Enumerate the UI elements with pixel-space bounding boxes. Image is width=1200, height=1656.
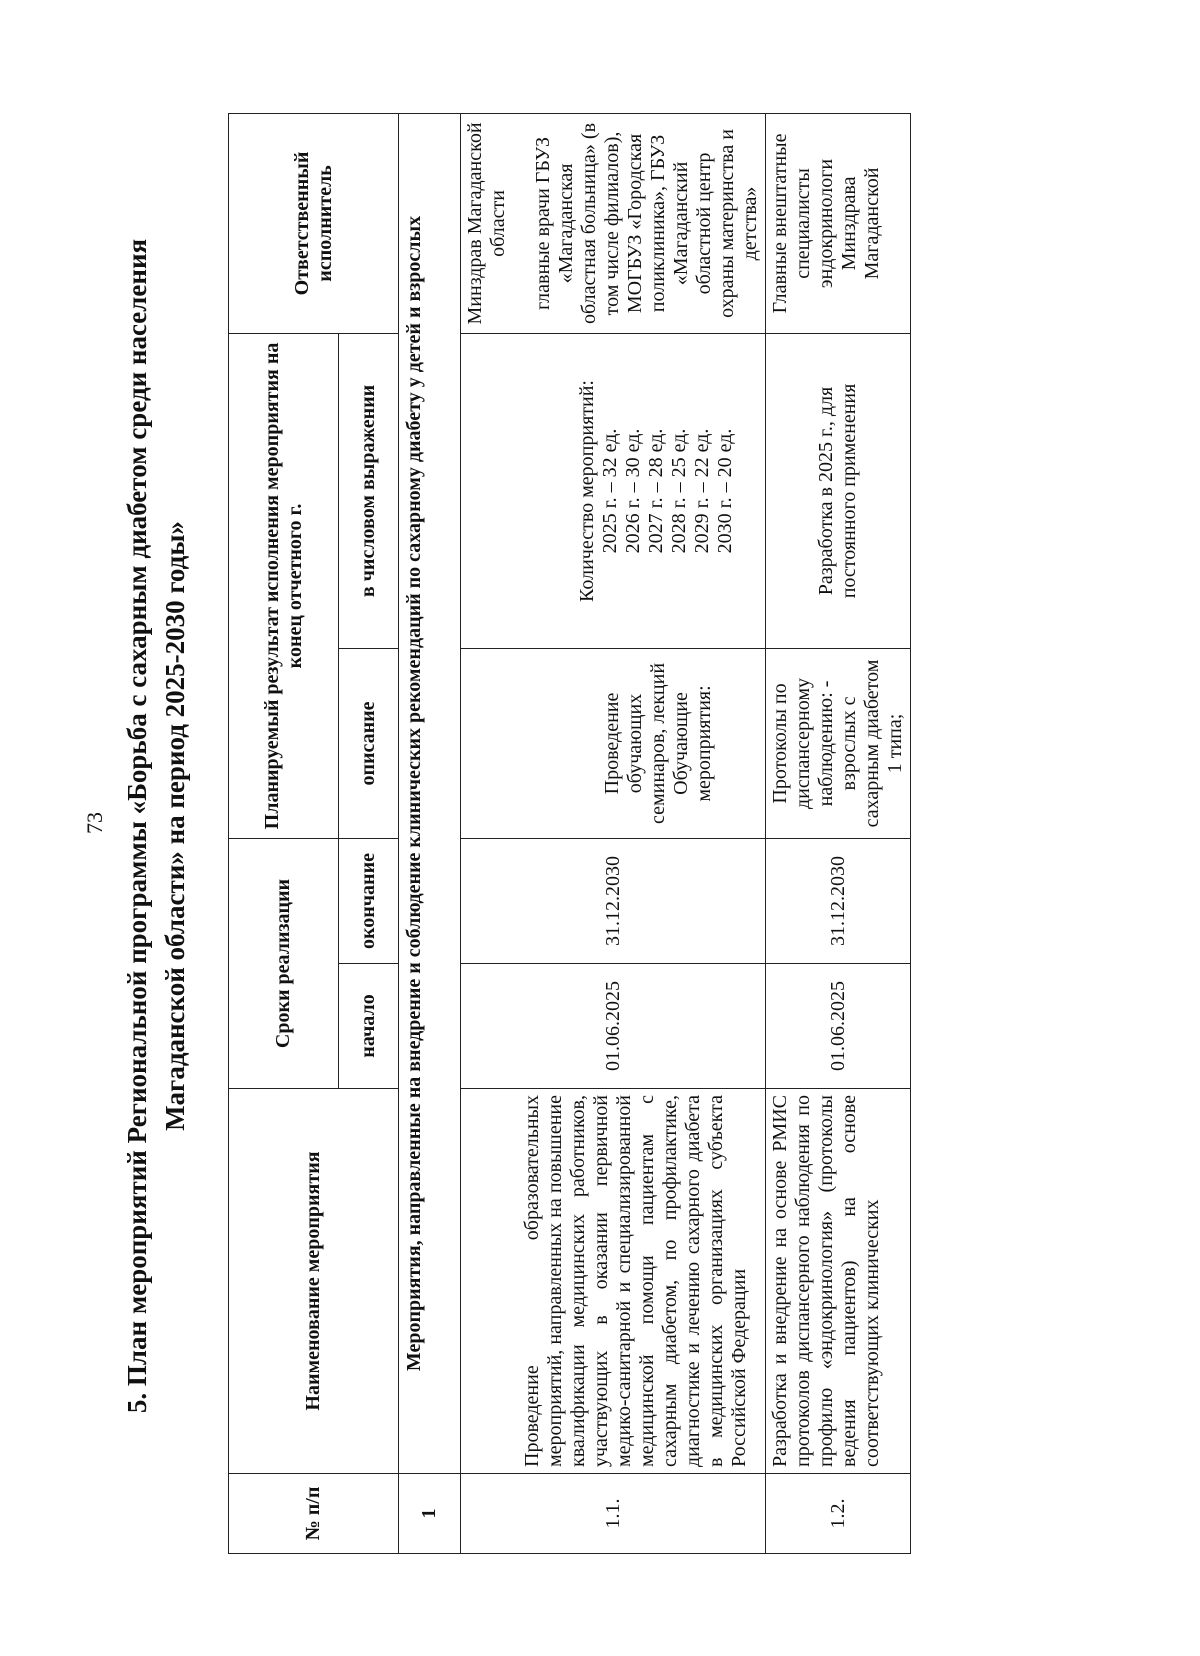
section-row [399, 113, 461, 1553]
header-row-1 [229, 113, 339, 1553]
row-num: 1.2. [766, 1474, 911, 1554]
numeric-line: Количество мероприятий: [576, 380, 598, 602]
table-row [766, 113, 911, 1553]
title-line-1: 5. План мероприятий Региональной программы «Борьба с сахарным диабетом среди населения [122, 238, 152, 1414]
row-start: 01.06.2025 [766, 964, 911, 1089]
page-number: 73 [82, 812, 107, 834]
header-num: № п/п [229, 1474, 399, 1554]
numeric-line: 2030 г. – 20 ед. [714, 428, 736, 554]
row-responsible [461, 113, 766, 333]
row-description: Протоколы по диспансерному наблюдению: - взрослых с сахарным диабетом 1 типа; [766, 648, 911, 838]
header-start: начало [339, 964, 399, 1089]
header-name: Наименование мероприятия [229, 1089, 399, 1474]
table-row [461, 113, 766, 1553]
responsible-line: главные врачи ГБУЗ «Магаданская областная больница» (в том числе филиалов), МОГБУЗ «Городская поликлиника», ГБУЗ «Магаданский областной центр охраны материнства и детства» [532, 122, 761, 324]
header-end: окончание [339, 838, 399, 963]
numeric-line: 2025 г. – 32 ед. [599, 428, 621, 554]
header-terms: Сроки реализации [229, 838, 339, 1088]
row-end: 31.12.2030 [766, 838, 911, 963]
header-result: Планируемый результат исполнения мероприятия на конец отчетного г. [229, 333, 339, 838]
plan-table [228, 113, 911, 1554]
header-description: описание [339, 648, 399, 838]
numeric-line: 2026 г. – 30 ед. [622, 428, 644, 554]
responsible-line: Минздрав Магаданской области [464, 122, 509, 325]
title-line-2: Магаданской области» на период 2025-2030 годы» [160, 521, 190, 1131]
row-name: Разработка и внедрение на основе РМИС протоколов диспансерного наблюдения по профилю «эндокринология» (протоколы ведения пациентов) на основе соответствующих клинических [766, 1089, 911, 1474]
document-title [118, 76, 194, 1576]
row-numeric [461, 333, 766, 648]
row-numeric [766, 333, 911, 648]
numeric-line: Разработка в 2025 г., для постоянного применения [815, 383, 860, 599]
row-responsible [766, 113, 911, 333]
responsible-line: Главные внештатные специалисты эндокринологи Минздрава Магаданской [769, 133, 883, 314]
row-num: 1.1. [461, 1474, 766, 1554]
header-responsible: Ответственный исполнитель [229, 113, 399, 333]
numeric-line: 2029 г. – 22 ед. [691, 428, 713, 554]
header-numeric: в числовом выражении [339, 333, 399, 648]
numeric-line: 2027 г. – 28 ед. [645, 428, 667, 554]
numeric-line: 2028 г. – 25 ед. [668, 428, 690, 554]
row-description: Проведение обучающих семинаров, лекций Обучающие мероприятия: [461, 648, 766, 838]
section-num: 1 [399, 1474, 461, 1554]
section-title: Мероприятия, направленные на внедрение и соблюдение клинических рекомендаций по сахарному диабету у детей и взрослых [399, 113, 461, 1473]
row-end: 31.12.2030 [461, 838, 766, 963]
row-name: Проведение образовательных мероприятий, направленных на повышение квалификации медицинских работников, участвующих в оказании первичной медико-санитарной и специализированной медицинской помощи пациентам с сахарным диабетом, по профилактике, диагностике и лечению сахарного диабета в медицинских организациях субъекта Российской Федерации [461, 1089, 766, 1474]
row-start: 01.06.2025 [461, 964, 766, 1089]
